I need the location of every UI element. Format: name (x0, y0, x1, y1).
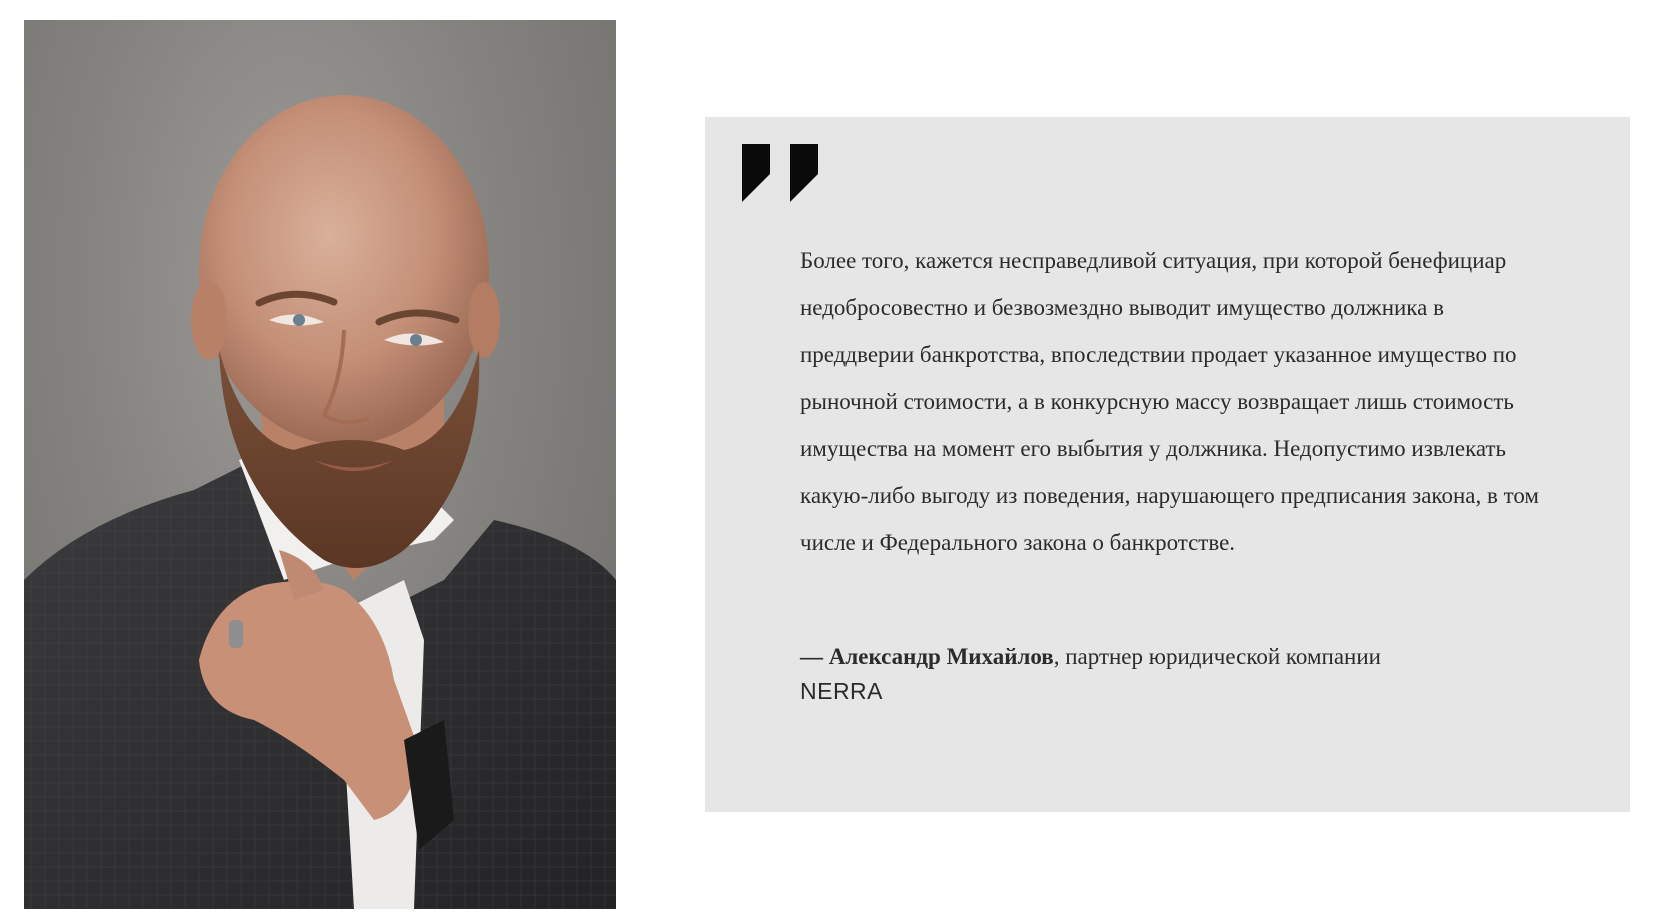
attribution-dash: — (800, 644, 823, 669)
quote-card (705, 117, 1630, 812)
author-role: , партнер юридической компании (1053, 644, 1381, 669)
portrait-photo (24, 20, 616, 909)
quote-text: Более того, кажется несправедливой ситуация, при которой бенефициар недобросовестно и безвозмездно выводит имущество должника в преддверии банкротства, впоследствии продает указанное имущество по рыночной стоимости, а в конкурсную массу возвращает лишь стоимость имущества на момент его выбытия у должника. Недопустимо извлекать какую-либо выгоду из поведения, нарушающего предписания закона, в том числе и Федерального закона о банкротстве. (800, 248, 1539, 555)
quote-mark-icon (742, 144, 822, 204)
person-portrait-image (24, 20, 616, 909)
author-name: Александр Михайлов (828, 644, 1054, 669)
company-name: NERRA (800, 678, 884, 704)
quote-attribution (800, 642, 1560, 708)
